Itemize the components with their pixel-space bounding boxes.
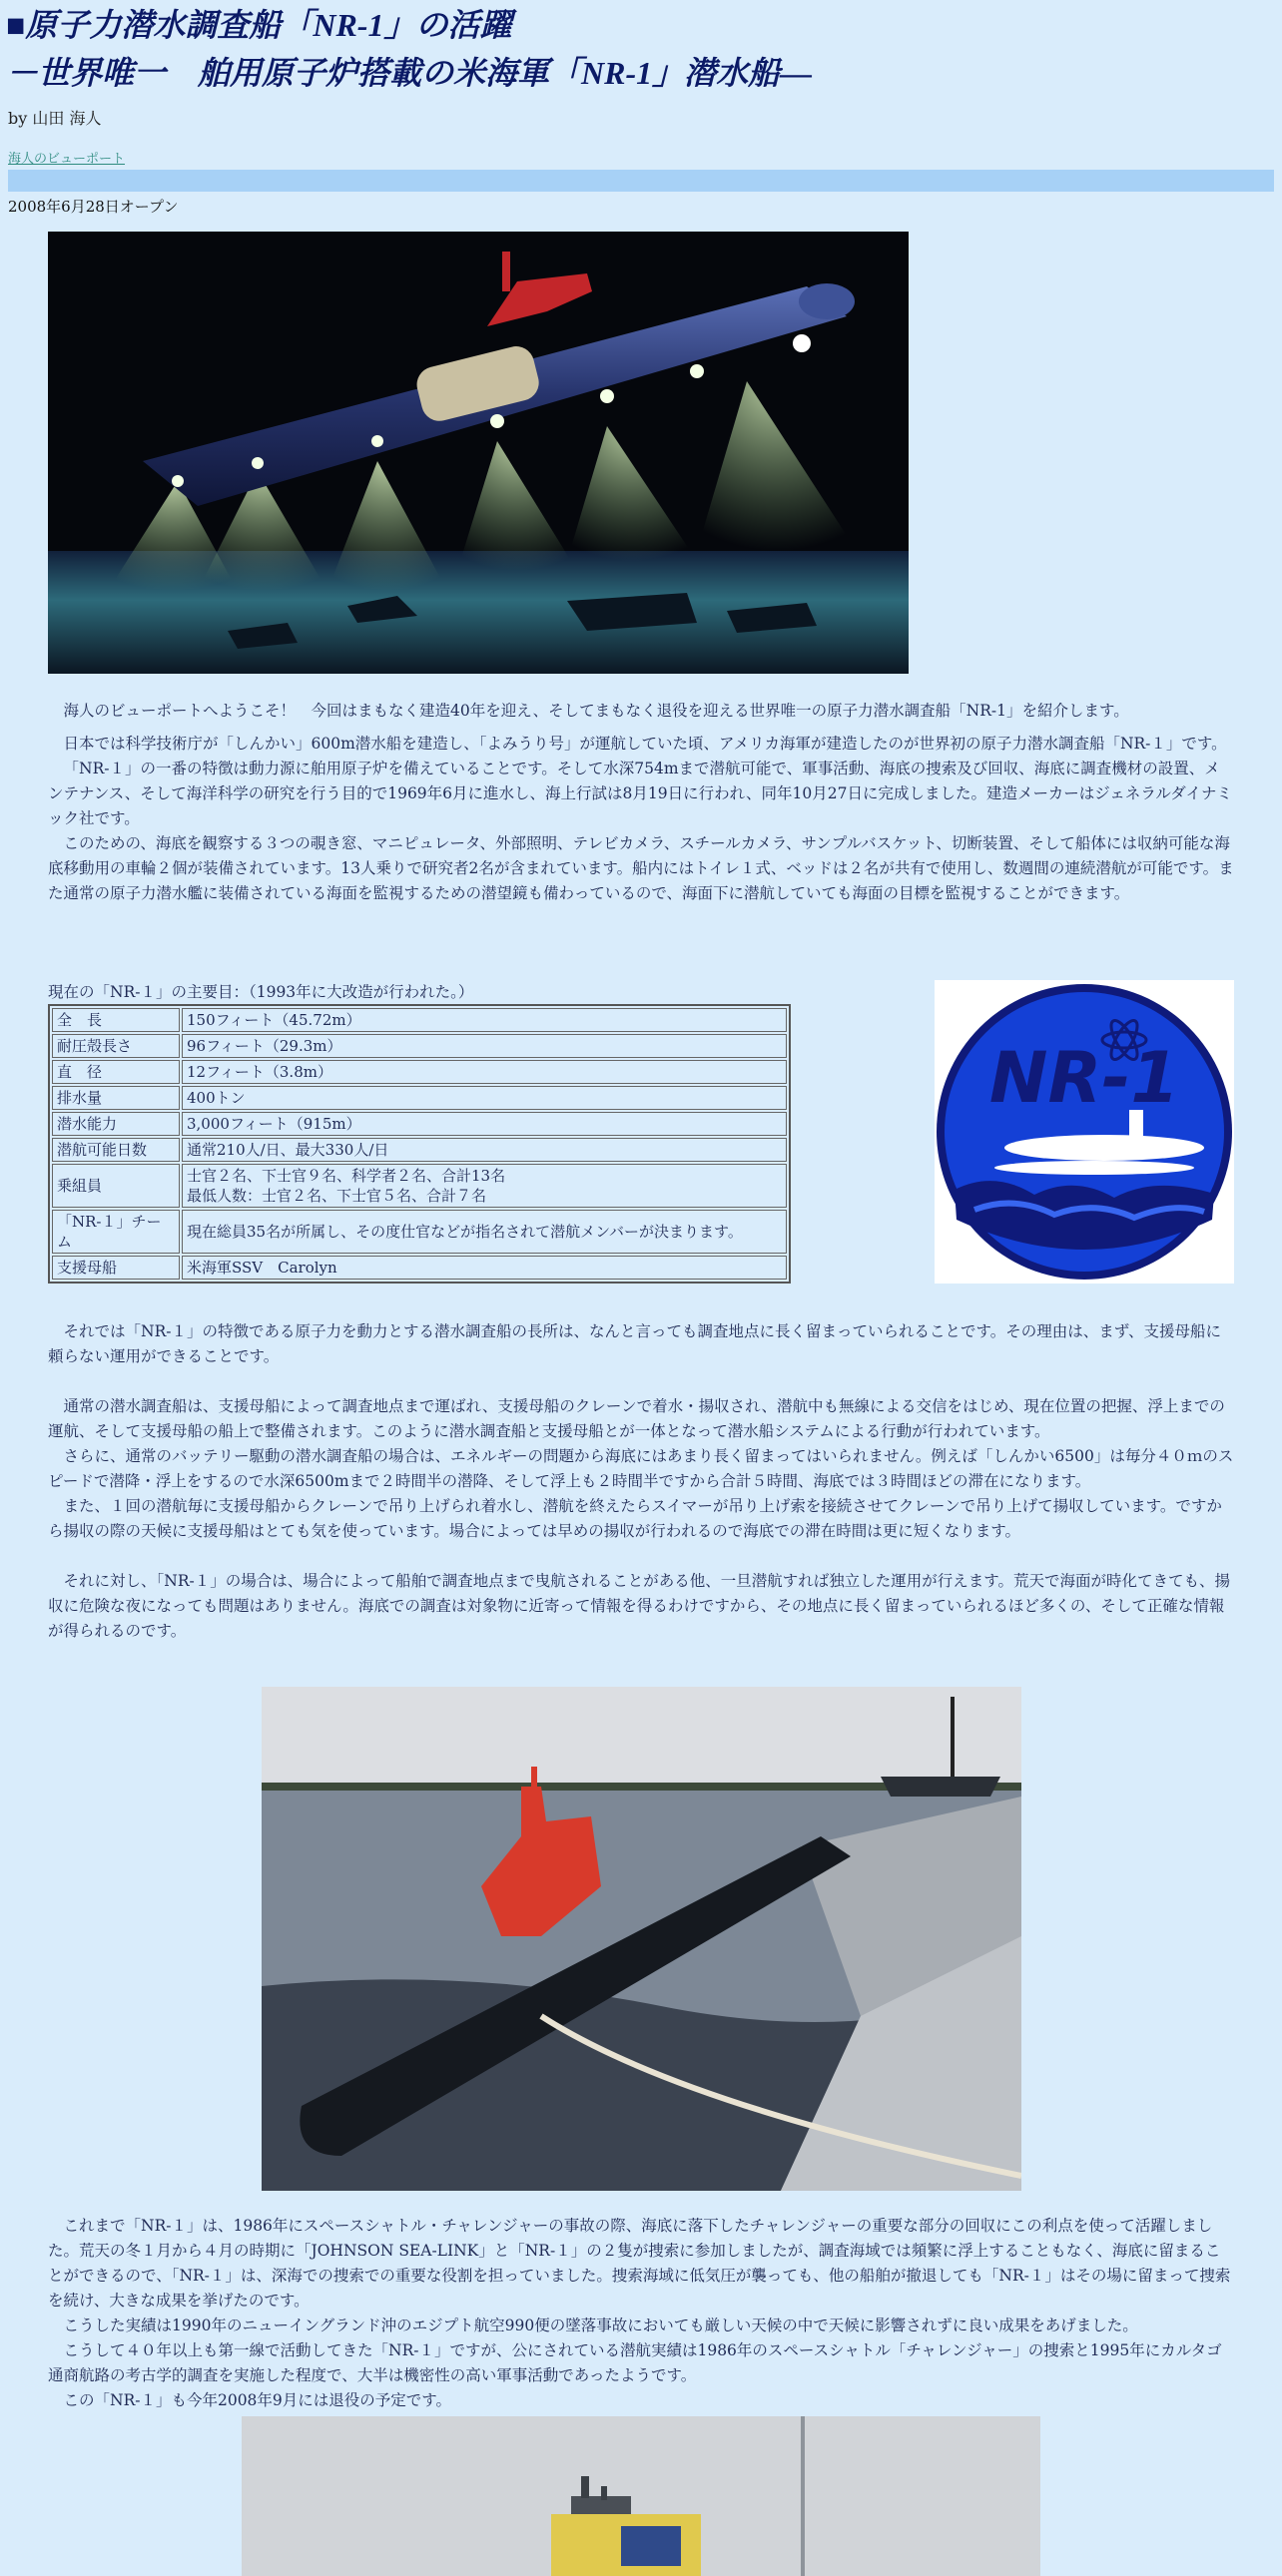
table-row: [52, 1112, 787, 1136]
spec-key: 乗組員: [52, 1164, 180, 1208]
open-date: 2008年6月28日オープン: [8, 198, 179, 216]
intro-paragraph-2: 日本では科学技術庁が「しんかい」600m潜水船を建造し、「よみうり号」が運航していた頃、アメリカ海軍が建造したのが世界初の原子力潜水調査船「NR-１」です。: [63, 735, 1227, 753]
body-paragraph-4: また、１回の潜航毎に支援母船からクレーンで吊り上げられ着水し、潜航を終えたらスイマーが吊り上げ索を接続させてクレーンで吊り上げて揚収しています。ですから揚収の際の天候に支援母船はとても気を使っています。場合によっては早めの揚収が行われるので海底での滞在時間は更に短くなります。: [48, 1497, 1222, 1540]
body-paragraph-1: それでは「NR-１」の特徴である原子力を動力とする潜水調査船の長所は、なんと言っても調査地点に長く留まっていられることです。その理由は、まず、支援母船に頼らない運用ができることです。: [48, 1322, 1221, 1365]
spec-key: 支援母船: [52, 1256, 180, 1280]
table-row: [52, 1138, 787, 1162]
spec-value: 150フィート（45.72m）: [182, 1008, 787, 1032]
history-paragraph-3: こうして４０年以上も第一線で活動してきた「NR-１」ですが、公にされている潜航実績は1986年のスペースシャトル「チャレンジャー」の捜索と1995年にカルタゴ通商航路の考古学的調査を実施した程度で、大半は機密性の高い軍事活動であったようです。: [48, 2341, 1222, 2384]
spec-value: 米海軍SSV Carolyn: [182, 1256, 787, 1280]
intro-paragraph-3: 「NR-１」の一番の特徴は動力源に舶用原子炉を備えていることです。そして水深754mまで潜航可能で、軍事活動、海底の捜索及び回収、海底に調査機材の設置、メンテナンス、そして海洋科学の研究を行う目的で1969年6月に進水し、海上行試は8月19日に行われ、同年10月27日に完成しました。建造メーカーはジェネラルダイナミック社です。: [48, 760, 1232, 827]
spec-value: 現在総員35名が所属し、その度仕官などが指名されて潜航メンバーが決まります。: [182, 1210, 787, 1254]
spec-value: 96フィート（29.3m）: [182, 1034, 787, 1058]
spec-value: 12フィート（3.8m）: [182, 1060, 787, 1084]
nr1-at-pier-photo: [262, 1687, 1021, 2191]
body-paragraph-2: 通常の潜水調査船は、支援母船によって調査地点まで運ばれ、支援母船のクレーンで着水・揚収され、潜航中も無線による交信をはじめ、現在位置の把握、浮上までの運航、そして支援母船の船上で整備されます。このように潜水調査船と支援母船とが一体となって潜水船システムによる行動が行われています。: [48, 1397, 1225, 1440]
history-paragraph-4: この「NR-１」も今年2008年9月には退役の予定です。: [63, 2391, 452, 2409]
table-row: [52, 1034, 787, 1058]
intro-paragraph-1: 海人のビューポートへようこそ！ 今回はまもなく建造40年を迎え、そしてまもなく退役を迎える世界唯一の原子力潜水調査船「NR-1」を紹介します。: [63, 702, 1129, 720]
spec-key: 全 長: [52, 1008, 180, 1032]
advantage-section: [48, 1319, 1234, 1644]
spec-value: 通常210人/日、最大330人/日: [182, 1138, 787, 1162]
history-section: [48, 2214, 1234, 2413]
spec-key: 排水量: [52, 1086, 180, 1110]
crew-line-2: 最低人数：士官２名、下士官５名、合計７名: [187, 1187, 487, 1205]
table-row: [52, 1210, 787, 1254]
crew-line-1: 士官２名、下士官９名、科学者２名、合計13名: [187, 1167, 506, 1185]
spec-key: 潜水能力: [52, 1112, 180, 1136]
spec-key: 潜航可能日数: [52, 1138, 180, 1162]
spec-key: 「NR-１」チーム: [52, 1210, 180, 1254]
body-paragraph-5: それに対し、「NR-１」の場合は、場合によって船舶で調査地点まで曳航されることがある他、一旦潜航すれば独立した運用が行えます。荒天で海面が時化てきても、揚収に危険な夜になっても問題はありません。海底での調査は対象物に近寄って情報を得るわけですから、その地点に長く留まっていられるほど多くの、そして正確な情報が得られるのです。: [48, 1572, 1230, 1640]
byline: by 山田 海人: [8, 109, 102, 128]
table-row: [52, 1086, 787, 1110]
spec-key: 直 径: [52, 1060, 180, 1084]
spec-key: 耐圧殻長さ: [52, 1034, 180, 1058]
page-subtitle: －世界唯一 舶用原子炉搭載の米海軍「NR-1」潜水船―: [6, 55, 813, 91]
emblem-text: NR-1: [988, 1037, 1180, 1119]
nr1-emblem-logo: [935, 980, 1234, 1284]
spec-value: 400トン: [182, 1086, 787, 1110]
table-row: [52, 1164, 787, 1208]
viewport-home-link[interactable]: 海人のビューポート: [8, 152, 126, 167]
table-row: [52, 1060, 787, 1084]
spec-value: 3,000フィート（915m）: [182, 1112, 787, 1136]
nr1-support-ship-photo: [242, 2416, 1040, 2576]
history-paragraph-2: こうした実績は1990年のニューイングランド沖のエジプト航空990便の墜落事故においても厳しい天候の中で天候に影響されずに良い成果をあげました。: [63, 2317, 1138, 2334]
intro-section: [48, 699, 1234, 906]
header-divider-bar: [8, 170, 1274, 192]
table-row: [52, 1256, 787, 1280]
submarine-illustration-image: [48, 232, 909, 674]
page-title: ■原子力潜水調査船「NR-1」の活躍: [6, 7, 512, 43]
intro-paragraph-4: このための、海底を観察する３つの覗き窓、マニピュレータ、外部照明、テレビカメラ、スチールカメラ、サンプルバスケット、切断装置、そして船体には収納可能な海底移動用の車輪２個が装備されています。13人乗りで研究者2名が含まれています。船内にはトイレ１式、ベッドは２名が共有で使用し、数週間の連続潜航が可能です。また通常の原子力潜水艦に装備されている海面を監視するための潜望鏡も備わっているので、海面下に潜航していても海面の目標を監視することができます。: [48, 834, 1234, 902]
spec-value: [182, 1164, 787, 1208]
history-paragraph-1: これまで「NR-１」は、1986年にスペースシャトル・チャレンジャーの事故の際、海底に落下したチャレンジャーの重要な部分の回収にこの利点を使って活躍しました。荒天の冬１月から４月の時期に「JOHNSON SEA-LINK」と「NR-１」の２隻が捜索に参加しましたが、調査海域では頻繁に浮上することもなく、海底に留まることができるので、「NR-１」は、深海での捜索での重要な役割を担っていました。捜索海域に低気圧が襲っても、他の船舶が撤退しても「NR-１」はその場に留まって捜索を続け、大きな成果を挙げたのです。: [48, 2217, 1231, 2310]
table-row: [52, 1008, 787, 1032]
spec-table: [48, 1004, 791, 1284]
spec-caption: 現在の「NR-１」の主要目：（1993年に大改造が行われた。）: [48, 983, 474, 1001]
body-paragraph-3: さらに、通常のバッテリー駆動の潜水調査船の場合は、エネルギーの問題から海底にはあまり長く留まってはいられません。例えば「しんかい6500」は毎分４０ｍのスピードで潜降・浮上をするので水深6500mまで２時間半の潜降、そして浮上も２時間半ですから合計５時間、海底では３時間ほどの滞在になります。: [48, 1447, 1234, 1490]
